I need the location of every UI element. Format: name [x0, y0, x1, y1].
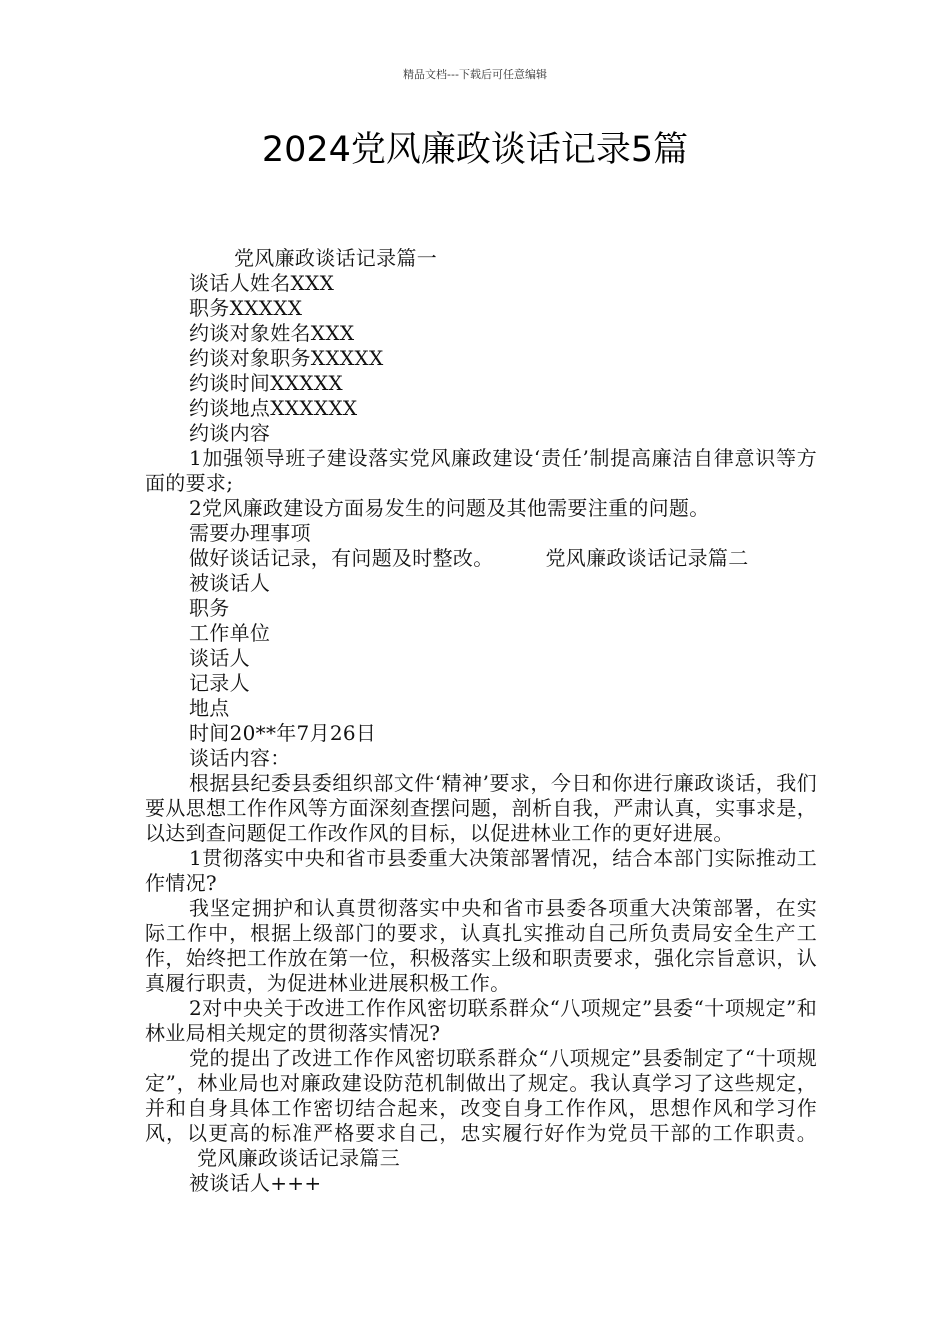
field-interview-content: 约谈内容	[189, 421, 271, 445]
section1-item-1: 1加强领导班子建设落实党风廉政建设‘责任’制提高廉洁自律意识等方面的要求;	[145, 446, 817, 495]
field-interviewee-3: 被谈话人+++	[189, 1171, 322, 1195]
field-position: 职务XXXXX	[189, 296, 303, 320]
section3-heading: 党风廉政谈话记录篇三	[197, 1146, 400, 1170]
field-interviewer-name: 谈话人姓名XXX	[189, 271, 335, 295]
todo-label: 需要办理事项	[189, 521, 311, 545]
document-body	[145, 246, 817, 1196]
field-location: 地点	[189, 696, 230, 720]
todo-line	[145, 546, 817, 571]
document-title: 2024党风廉政谈话记录5篇	[261, 130, 689, 170]
field-position-2: 职务	[189, 596, 230, 620]
section2-question-2: 2对中央关于改进工作作风密切联系群众“八项规定”县委“十项规定”和林业局相关规定的贯彻落实情况?	[145, 996, 817, 1045]
section2-answer-2-with-heading	[145, 1046, 817, 1171]
section2-question-1: 1贯彻落实中央和省市县委重大决策部署情况，结合本部门实际推动工作情况?	[145, 846, 817, 895]
section1-item-2: 2党风廉政建设方面易发生的问题及其他需要注重的问题。	[189, 496, 710, 520]
field-interviewer: 谈话人	[189, 646, 250, 670]
field-time: 时间20**年7月26日	[189, 721, 377, 745]
todo-text: 做好谈话记录，有问题及时整改。	[189, 546, 494, 570]
header-note: 精品文档---下载后可任意编辑	[403, 68, 547, 81]
section2-paragraph-1: 根据县纪委县委组织部文件‘精神’要求，今日和你进行廉政谈话，我们要从思想工作作风等方面深刻查摆问题，剖析自我，严肃认真，实事求是，以达到查问题促工作改作风的目标，以促进林业工作的更好进展。	[145, 771, 817, 845]
section1-heading: 党风廉政谈话记录篇一	[234, 246, 437, 270]
field-interview-location: 约谈地点XXXXXX	[189, 396, 358, 420]
field-recorder: 记录人	[189, 671, 250, 695]
field-work-unit: 工作单位	[189, 621, 271, 645]
section2-heading: 党风廉政谈话记录篇二	[545, 546, 749, 570]
field-interviewee: 被谈话人	[189, 571, 271, 595]
section2-answer-2: 党的提出了改进工作作风密切联系群众“八项规定”县委制定了“十项规定”，林业局也对廉政建设防范机制做出了规定。我认真学习了这些规定，并和自身具体工作密切结合起来，改变自身工作作风，思想作风和学习作风，以更高的标准严格要求自己，忠实履行好作为党员干部的工作职责。	[145, 1046, 817, 1145]
field-interview-time: 约谈时间XXXXX	[189, 371, 343, 395]
field-interviewee-name: 约谈对象姓名XXX	[189, 321, 355, 345]
section2-answer-1: 我坚定拥护和认真贯彻落实中央和省市县委各项重大决策部署，在实际工作中，根据上级部门的要求，认真扎实推动自己所负责局安全生产工作，始终把工作放在第一位，积极落实上级和职责要求，强化宗旨意识，认真履行职责，为促进林业进展积极工作。	[145, 896, 817, 995]
field-interviewee-position: 约谈对象职务XXXXX	[189, 346, 384, 370]
field-talk-content: 谈话内容：	[189, 746, 291, 770]
